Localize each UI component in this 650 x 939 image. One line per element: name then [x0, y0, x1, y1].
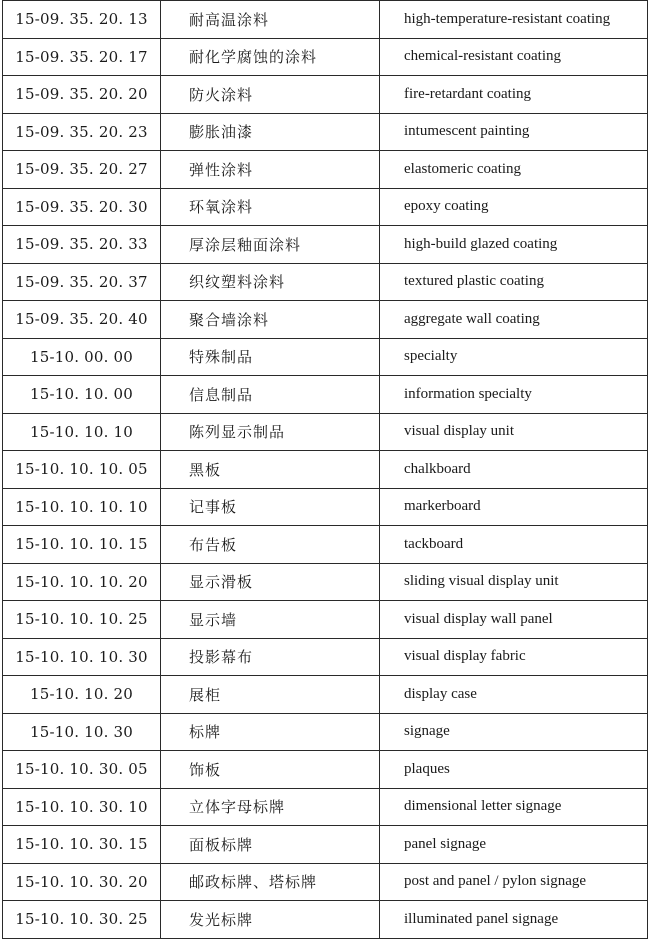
table-row: [3, 188, 648, 226]
table-row: [3, 1, 648, 39]
table-row: [3, 301, 648, 339]
chinese-term-cell: 立体字母标牌: [161, 788, 380, 826]
chinese-term-cell: 布告板: [161, 526, 380, 564]
english-term-cell: aggregate wall coating: [380, 301, 648, 339]
chinese-term-cell: 标牌: [161, 713, 380, 751]
table-row: [3, 113, 648, 151]
english-term-cell: chemical-resistant coating: [380, 38, 648, 76]
chinese-term-cell: 展柜: [161, 676, 380, 714]
code-cell: 15-10. 10. 10. 05: [3, 451, 161, 489]
table-row: [3, 376, 648, 414]
code-cell: 15-10. 10. 30: [3, 713, 161, 751]
table-row: [3, 526, 648, 564]
english-term-cell: dimensional letter signage: [380, 788, 648, 826]
english-term-cell: markerboard: [380, 488, 648, 526]
chinese-term-cell: 投影幕布: [161, 638, 380, 676]
chinese-term-cell: 记事板: [161, 488, 380, 526]
code-cell: 15-10. 10. 30. 10: [3, 788, 161, 826]
english-term-cell: visual display fabric: [380, 638, 648, 676]
english-term-cell: illuminated panel signage: [380, 901, 648, 939]
english-term-cell: information specialty: [380, 376, 648, 414]
chinese-term-cell: 发光标牌: [161, 901, 380, 939]
table-row: [3, 863, 648, 901]
chinese-term-cell: 黑板: [161, 451, 380, 489]
code-cell: 15-10. 10. 10. 30: [3, 638, 161, 676]
chinese-term-cell: 特殊制品: [161, 338, 380, 376]
english-term-cell: display case: [380, 676, 648, 714]
english-term-cell: visual display unit: [380, 413, 648, 451]
english-term-cell: intumescent painting: [380, 113, 648, 151]
table-row: [3, 638, 648, 676]
chinese-term-cell: 膨胀油漆: [161, 113, 380, 151]
classification-table: [2, 0, 648, 939]
code-cell: 15-09. 35. 20. 37: [3, 263, 161, 301]
english-term-cell: fire-retardant coating: [380, 76, 648, 114]
chinese-term-cell: 环氧涂料: [161, 188, 380, 226]
code-cell: 15-10. 10. 30. 20: [3, 863, 161, 901]
chinese-term-cell: 耐化学腐蚀的涂料: [161, 38, 380, 76]
english-term-cell: chalkboard: [380, 451, 648, 489]
chinese-term-cell: 面板标牌: [161, 826, 380, 864]
table-row: [3, 338, 648, 376]
english-term-cell: high-build glazed coating: [380, 226, 648, 264]
code-cell: 15-10. 00. 00: [3, 338, 161, 376]
english-term-cell: post and panel / pylon signage: [380, 863, 648, 901]
english-term-cell: signage: [380, 713, 648, 751]
code-cell: 15-10. 10. 10. 20: [3, 563, 161, 601]
code-cell: 15-09. 35. 20. 20: [3, 76, 161, 114]
english-term-cell: sliding visual display unit: [380, 563, 648, 601]
table-row: [3, 826, 648, 864]
chinese-term-cell: 弹性涂料: [161, 151, 380, 189]
code-cell: 15-09. 35. 20. 33: [3, 226, 161, 264]
code-cell: 15-09. 35. 20. 13: [3, 1, 161, 39]
table-row: [3, 488, 648, 526]
code-cell: 15-09. 35. 20. 17: [3, 38, 161, 76]
english-term-cell: tackboard: [380, 526, 648, 564]
english-term-cell: epoxy coating: [380, 188, 648, 226]
table-row: [3, 451, 648, 489]
english-term-cell: panel signage: [380, 826, 648, 864]
classification-table-body: [3, 1, 648, 939]
code-cell: 15-10. 10. 10. 25: [3, 601, 161, 639]
table-row: [3, 151, 648, 189]
english-term-cell: textured plastic coating: [380, 263, 648, 301]
table-row: [3, 713, 648, 751]
table-row: [3, 563, 648, 601]
table-row: [3, 226, 648, 264]
chinese-term-cell: 显示滑板: [161, 563, 380, 601]
code-cell: 15-10. 10. 10: [3, 413, 161, 451]
chinese-term-cell: 聚合墙涂料: [161, 301, 380, 339]
english-term-cell: high-temperature-resistant coating: [380, 1, 648, 39]
chinese-term-cell: 显示墙: [161, 601, 380, 639]
table-row: [3, 788, 648, 826]
english-term-cell: visual display wall panel: [380, 601, 648, 639]
code-cell: 15-10. 10. 30. 15: [3, 826, 161, 864]
code-cell: 15-09. 35. 20. 23: [3, 113, 161, 151]
code-cell: 15-10. 10. 10. 10: [3, 488, 161, 526]
code-cell: 15-09. 35. 20. 40: [3, 301, 161, 339]
chinese-term-cell: 信息制品: [161, 376, 380, 414]
code-cell: 15-09. 35. 20. 30: [3, 188, 161, 226]
chinese-term-cell: 防火涂料: [161, 76, 380, 114]
english-term-cell: elastomeric coating: [380, 151, 648, 189]
table-row: [3, 676, 648, 714]
code-cell: 15-10. 10. 30. 25: [3, 901, 161, 939]
chinese-term-cell: 饰板: [161, 751, 380, 789]
table-row: [3, 601, 648, 639]
chinese-term-cell: 陈列显示制品: [161, 413, 380, 451]
chinese-term-cell: 耐高温涂料: [161, 1, 380, 39]
chinese-term-cell: 织纹塑料涂料: [161, 263, 380, 301]
code-cell: 15-10. 10. 20: [3, 676, 161, 714]
table-row: [3, 38, 648, 76]
table-row: [3, 751, 648, 789]
table-row: [3, 901, 648, 939]
table-row: [3, 76, 648, 114]
english-term-cell: plaques: [380, 751, 648, 789]
code-cell: 15-09. 35. 20. 27: [3, 151, 161, 189]
table-row: [3, 413, 648, 451]
code-cell: 15-10. 10. 00: [3, 376, 161, 414]
table-row: [3, 263, 648, 301]
code-cell: 15-10. 10. 30. 05: [3, 751, 161, 789]
chinese-term-cell: 邮政标牌、塔标牌: [161, 863, 380, 901]
english-term-cell: specialty: [380, 338, 648, 376]
code-cell: 15-10. 10. 10. 15: [3, 526, 161, 564]
chinese-term-cell: 厚涂层釉面涂料: [161, 226, 380, 264]
